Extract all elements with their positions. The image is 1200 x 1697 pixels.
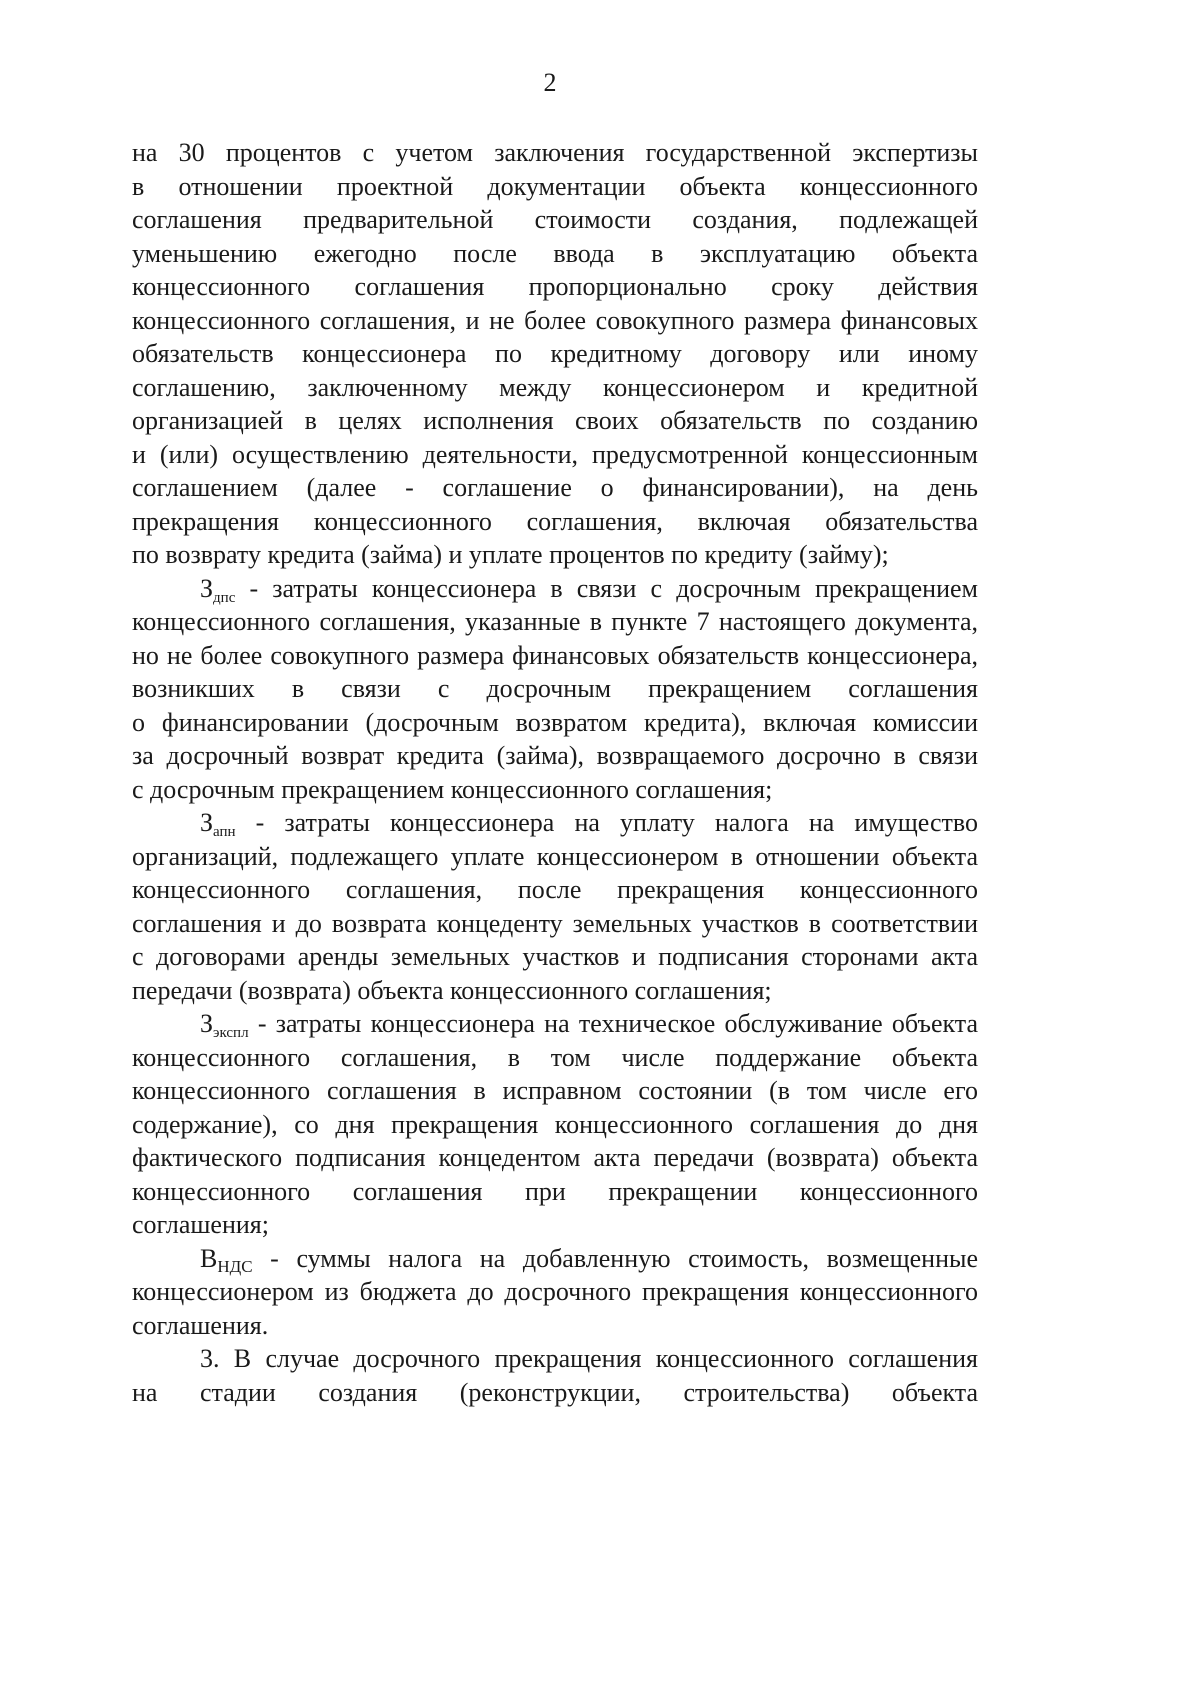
paragraph-item-3 <box>132 1342 978 1409</box>
term-subscript: экспл <box>213 1025 249 1041</box>
text-line: концессионного соглашения, и не более совокупного размера финансовых <box>132 305 978 335</box>
text-line: соглашения. <box>132 1310 269 1340</box>
text-line: концессионером из бюджета до досрочного прекращения концессионного <box>132 1277 978 1306</box>
paragraph-term-zexpl <box>132 1007 978 1242</box>
text-line: содержание), со дня прекращения концессионного соглашения до дня <box>132 1109 978 1139</box>
paragraph-term-zdps <box>132 572 978 807</box>
text-line: в отношении проектной документации объекта концессионного <box>132 171 978 201</box>
text-line: прекращения концессионного соглашения, включая обязательства <box>132 506 978 536</box>
term-symbol: З <box>200 573 214 603</box>
text-line: обязательств концессионера по кредитному договору или иному <box>132 339 978 368</box>
term-definition: - затраты концессионера в связи с досрочным прекращением <box>235 573 978 603</box>
text-line: соглашения; <box>132 1210 269 1239</box>
text-line-first <box>132 572 978 606</box>
term-symbol: З <box>200 1009 214 1038</box>
text-line: организацией в целях исполнения своих обязательств по созданию <box>132 406 978 435</box>
text-line: концессионного соглашения, указанные в пункте 7 настоящего документа, <box>132 607 978 636</box>
text-line: концессионного соглашения пропорционально сроку действия <box>132 272 978 301</box>
term-subscript: апн <box>213 824 236 840</box>
text-line: соглашения предварительной стоимости создания, подлежащей <box>132 205 978 234</box>
term-definition: - затраты концессионера на уплату налога на имущество <box>235 808 978 837</box>
text-line-first <box>132 1242 978 1276</box>
text-line: передачи (возврата) объекта концессионного соглашения; <box>132 975 772 1005</box>
paragraph-term-vnds <box>132 1242 978 1343</box>
term-subscript: дпс <box>213 589 236 606</box>
text-line: с договорами аренды земельных участков и подписания сторонами акта <box>132 942 978 971</box>
text-line: возникших в связи с досрочным прекращением соглашения <box>132 674 978 703</box>
paragraph-loan-obligations <box>132 136 978 572</box>
term-definition: - затраты концессионера на техническое обслуживание объекта <box>248 1009 978 1038</box>
text-line: но не более совокупного размера финансовых обязательств концессионера, <box>132 640 978 670</box>
term-symbol: В <box>200 1243 218 1273</box>
text-line-first: 3. В случае досрочного прекращения концессионного соглашения <box>200 1344 978 1373</box>
text-line: соглашения и до возврата концеденту земельных участков в соответствии <box>132 908 978 938</box>
text-line: организаций, подлежащего уплате концессионером в отношении объекта <box>132 841 978 871</box>
text-line: на стадии создания (реконструкции, строительства) объекта <box>132 1377 978 1407</box>
text-line: соглашению, заключенному между концессионером и кредитной <box>132 372 978 402</box>
text-line: по возврату кредита (займа) и уплате процентов по кредиту (займу); <box>132 540 889 569</box>
page-number: 2 <box>543 68 557 97</box>
document-body <box>132 136 978 1409</box>
text-line: фактического подписания концедентом акта передачи (возврата) объекта <box>132 1143 978 1172</box>
text-line: с досрочным прекращением концессионного соглашения; <box>132 774 773 804</box>
text-line: на 30 процентов с учетом заключения государственной экспертизы <box>132 138 978 167</box>
text-line: уменьшению ежегодно после ввода в эксплуатацию объекта <box>132 238 978 268</box>
term-symbol: З <box>200 808 214 837</box>
text-line: за досрочный возврат кредита (займа), возвращаемого досрочно в связи <box>132 741 978 770</box>
text-line: концессионного соглашения при прекращении концессионного <box>132 1176 978 1206</box>
text-line: концессионного соглашения, после прекращения концессионного <box>132 875 978 904</box>
paragraph-term-zapn <box>132 806 978 1007</box>
text-line: концессионного соглашения в исправном состоянии (в том числе его <box>132 1076 978 1105</box>
term-definition: - суммы налога на добавленную стоимость, возмещенные <box>252 1243 978 1273</box>
term-subscript: НДС <box>217 1256 253 1276</box>
text-line: соглашением (далее - соглашение о финансировании), на день <box>132 473 978 502</box>
text-line: концессионного соглашения, в том числе поддержание объекта <box>132 1042 978 1072</box>
text-line: о финансировании (досрочным возвратом кредита), включая комиссии <box>132 707 978 737</box>
text-line-first <box>132 806 978 840</box>
text-line-first <box>132 1007 978 1041</box>
text-line: и (или) осуществлению деятельности, предусмотренной концессионным <box>132 439 978 469</box>
